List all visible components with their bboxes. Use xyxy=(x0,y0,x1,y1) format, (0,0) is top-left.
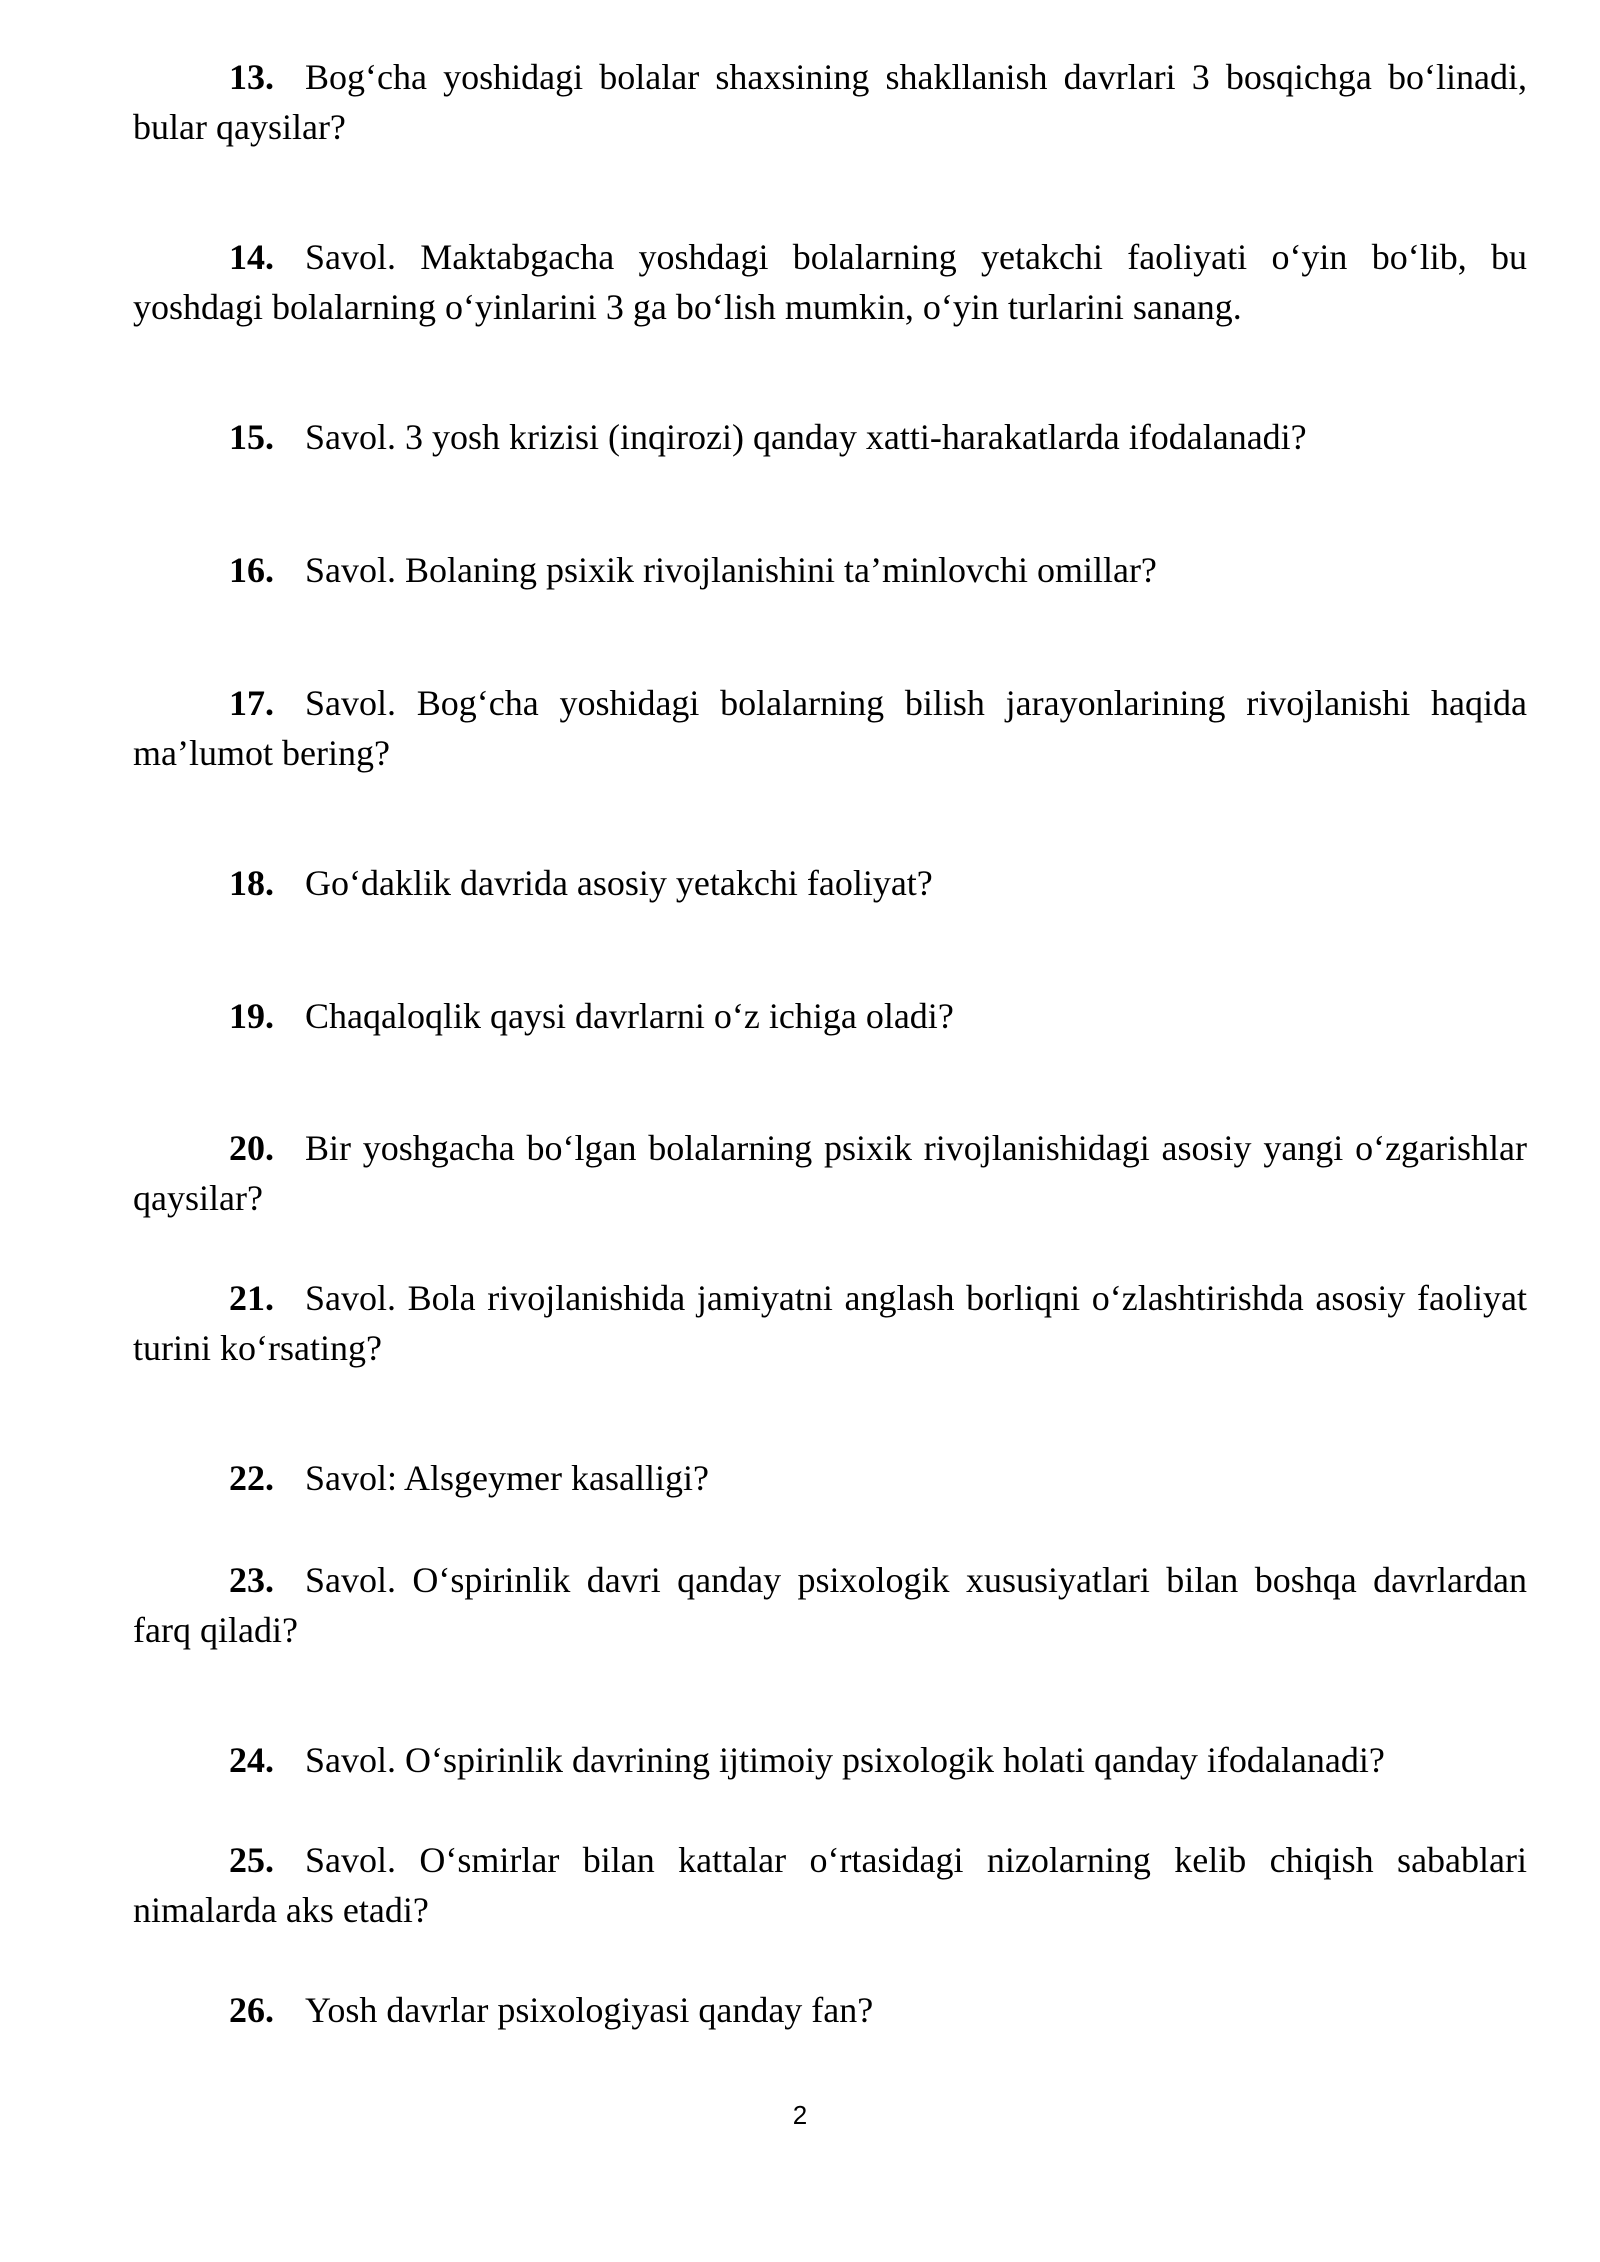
question-item xyxy=(133,412,1527,462)
question-number: 15. xyxy=(229,417,274,457)
question-text: Savol: Alsgeymer kasalligi? xyxy=(305,1458,709,1498)
question-number: 17. xyxy=(229,683,274,723)
question-number: 18. xyxy=(229,863,274,903)
question-number: 20. xyxy=(229,1128,274,1168)
question-text: Savol. O‘spirinlik davri qanday psixologik xususiyatlari bilan boshqa davrlardan farq qiladi? xyxy=(133,1560,1527,1650)
question-text: Bog‘cha yoshidagi bolalar shaxsining shakllanish davrlari 3 bosqichga bo‘linadi, bular qaysilar? xyxy=(133,57,1527,147)
question-text: Savol. Bog‘cha yoshidagi bolalarning bilish jarayonlarining rivojlanishi haqida ma’lumot bering? xyxy=(133,683,1527,773)
question-number: 13. xyxy=(229,57,274,97)
question-item xyxy=(133,1555,1527,1655)
question-item xyxy=(133,545,1527,595)
question-number: 25. xyxy=(229,1840,274,1880)
question-text: Savol. O‘smirlar bilan kattalar o‘rtasidagi nizolarning kelib chiqish sabablari nimalarda aks etadi? xyxy=(133,1840,1527,1930)
question-number: 14. xyxy=(229,237,274,277)
question-text: Chaqaloqlik qaysi davrlarni o‘z ichiga oladi? xyxy=(305,996,954,1036)
question-text: Savol. Maktabgacha yoshdagi bolalarning yetakchi faoliyati o‘yin bo‘lib, bu yoshdagi bolalarning o‘yinlarini 3 ga bo‘lish mumkin, o‘yin turlarini sanang. xyxy=(133,237,1527,327)
question-item xyxy=(133,1985,1527,2035)
question-list xyxy=(133,52,1527,2035)
question-item xyxy=(133,232,1527,332)
question-item xyxy=(133,1835,1527,1935)
question-item xyxy=(133,1273,1527,1373)
question-item xyxy=(133,1735,1527,1785)
question-text: Savol. O‘spirinlik davrining ijtimoiy psixologik holati qanday ifodalanadi? xyxy=(305,1740,1385,1780)
question-text: Bir yoshgacha bo‘lgan bolalarning psixik rivojlanishidagi asosiy yangi o‘zgarishlar qaysilar? xyxy=(133,1128,1527,1218)
question-item xyxy=(133,1453,1527,1503)
question-text: Savol. Bolaning psixik rivojlanishini ta’minlovchi omillar? xyxy=(305,550,1157,590)
question-number: 23. xyxy=(229,1560,274,1600)
question-number: 26. xyxy=(229,1990,274,2030)
question-number: 21. xyxy=(229,1278,274,1318)
question-item xyxy=(133,678,1527,778)
question-item xyxy=(133,858,1527,908)
question-number: 24. xyxy=(229,1740,274,1780)
question-item xyxy=(133,52,1527,152)
question-text: Savol. 3 yosh krizisi (inqirozi) qanday xatti-harakatlarda ifodalanadi? xyxy=(305,417,1307,457)
question-number: 19. xyxy=(229,996,274,1036)
question-text: Go‘daklik davrida asosiy yetakchi faoliyat? xyxy=(305,863,933,903)
question-text: Savol. Bola rivojlanishida jamiyatni anglash borliqni o‘zlashtirishda asosiy faoliyat turini ko‘rsating? xyxy=(133,1278,1527,1368)
question-text: Yosh davrlar psixologiyasi qanday fan? xyxy=(305,1990,874,2030)
question-number: 16. xyxy=(229,550,274,590)
question-item xyxy=(133,1123,1527,1223)
page-number: 2 xyxy=(792,2100,808,2130)
question-item xyxy=(133,991,1527,1041)
question-number: 22. xyxy=(229,1458,274,1498)
